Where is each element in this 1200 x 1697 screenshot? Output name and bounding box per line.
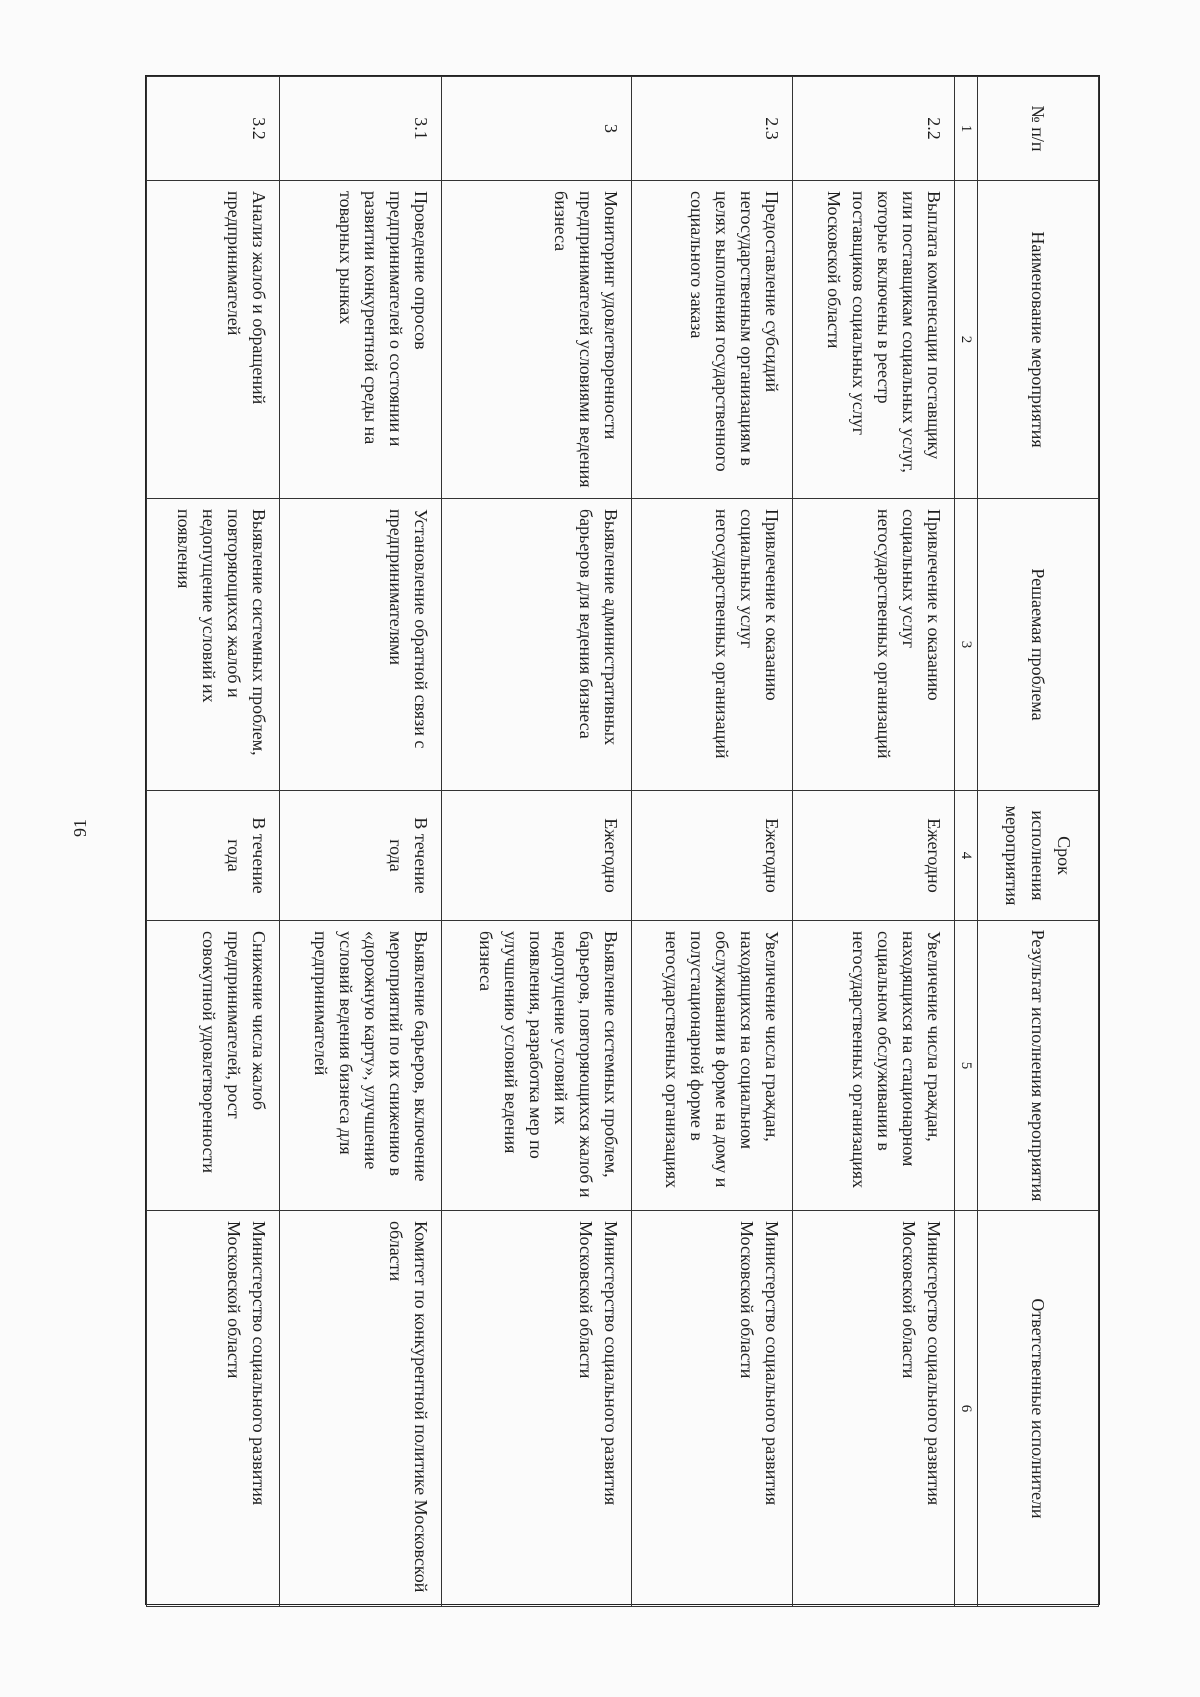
result: Увеличение числа граждан, находящихся на стационарном социальном обслуживании в негосударственных организациях xyxy=(793,921,955,1211)
result: Увеличение числа граждан, находящихся на социальном обслуживании в форме на дому и полустационарной форме в негосударственных организациях xyxy=(631,921,793,1211)
measure-name: Предоставление субсидий негосударственным организациям в целях выполнения государственного социального заказа xyxy=(631,181,793,499)
column-number: 4 xyxy=(955,791,978,921)
table-row xyxy=(441,77,631,1607)
row-number: 2.2 xyxy=(793,77,955,181)
row-number: 3 xyxy=(441,77,631,181)
row-number: 3.2 xyxy=(147,77,280,181)
measure-name: Мониторинг удовлетворенности предпринимателей условиями ведения бизнеса xyxy=(441,181,631,499)
result: Снижение числа жалоб предпринимателей, рост совокупной удовлетворенности xyxy=(147,921,280,1211)
term: Ежегодно xyxy=(631,791,793,921)
header-problem: Решаемая проблема xyxy=(978,499,1099,791)
responsible: Министерство социального развития Московской области xyxy=(631,1211,793,1607)
measures-table-page xyxy=(145,75,1100,1605)
term: Ежегодно xyxy=(793,791,955,921)
problem: Установление обратной связи с предпринимателями xyxy=(280,499,442,791)
problem: Привлечение к оказанию социальных услуг негосударственных организаций xyxy=(793,499,955,791)
term: В течение года xyxy=(147,791,280,921)
responsible: Министерство социального развития Московской области xyxy=(147,1211,280,1607)
header-term: Срок исполнения мероприятия xyxy=(978,791,1099,921)
measure-name: Выплата компенсации поставщику или поставщикам социальных услуг, которые включены в реестр поставщиков социальных услуг Московской области xyxy=(793,181,955,499)
measure-name: Анализ жалоб и обращений предпринимателей xyxy=(147,181,280,499)
table-row xyxy=(280,77,442,1607)
column-number-row xyxy=(955,77,978,1607)
page-number: 91 xyxy=(70,819,90,837)
measure-name: Проведение опросов предпринимателей о состоянии и развитии конкурентной среды на товарных рынках xyxy=(280,181,442,499)
problem: Выявление системных проблем, повторяющихся жалоб и недопущение условий их появления xyxy=(147,499,280,791)
header-measure-name: Наименование мероприятия xyxy=(978,181,1099,499)
table-row xyxy=(631,77,793,1607)
term: Ежегодно xyxy=(441,791,631,921)
table-row xyxy=(147,77,280,1607)
header-number: № п/п xyxy=(978,77,1099,181)
term: В течение года xyxy=(280,791,442,921)
problem: Выявление административных барьеров для ведения бизнеса xyxy=(441,499,631,791)
column-number: 6 xyxy=(955,1211,978,1607)
table-header-row xyxy=(978,77,1099,1607)
table-row xyxy=(793,77,955,1607)
result: Выявление системных проблем, барьеров, повторяющихся жалоб и недопущение условий их появления, разработка мер по улучшению условий ведения бизнеса xyxy=(441,921,631,1211)
responsible: Комитет по конкурентной политике Московской области xyxy=(280,1211,442,1607)
result: Выявление барьеров, включение мероприятий по их снижению в «дорожную карту», улучшение условий ведения бизнеса для предпринимателей xyxy=(280,921,442,1211)
problem: Привлечение к оказанию социальных услуг негосударственных организаций xyxy=(631,499,793,791)
measures-table xyxy=(146,76,1099,1607)
responsible: Министерство социального развития Московской области xyxy=(793,1211,955,1607)
responsible: Министерство социального развития Московской области xyxy=(441,1211,631,1607)
header-responsible: Ответственные исполнители xyxy=(978,1211,1099,1607)
row-number: 2.3 xyxy=(631,77,793,181)
column-number: 3 xyxy=(955,499,978,791)
column-number: 1 xyxy=(955,77,978,181)
column-number: 2 xyxy=(955,181,978,499)
row-number: 3.1 xyxy=(280,77,442,181)
column-number: 5 xyxy=(955,921,978,1211)
header-result: Результат исполнения мероприятия xyxy=(978,921,1099,1211)
